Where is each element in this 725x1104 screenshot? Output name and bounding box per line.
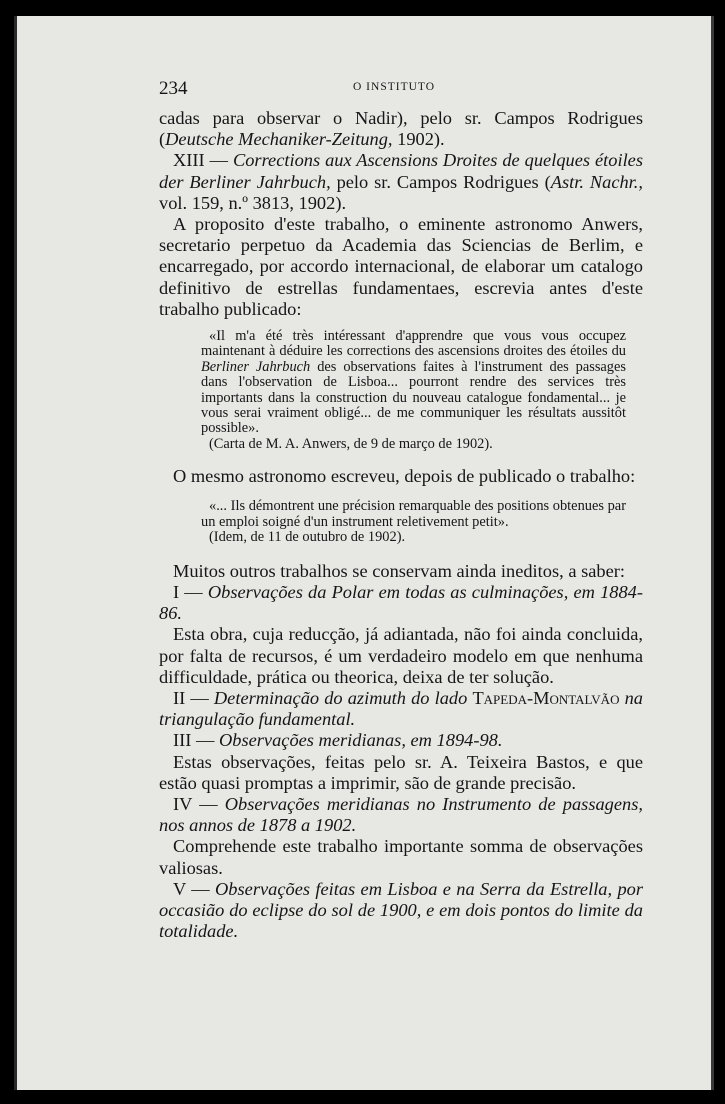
list-item-iv: IV — Observações meridianas no Instrumento de passagens, nos annos de 1878 a 1902. [159, 793, 643, 836]
paragraph-observations: Comprehende este trabalho importante somma de observações valiosas. [159, 836, 643, 878]
quote-text: «Il m'a été très intéressant d'apprendre que vous vous occupez maintenant à déduire les corrections des ascensions droites des étoiles du Berliner Jahrbuch des observations faites à l'instrument des passages dans l'observation de Lisboa... pourront rendre des services très importants dans la construction du nouveau catalogue fondamental... je vous serai vraiment obligé... de me communiquer les résultats aussitôt possible». [201, 328, 626, 437]
list-item-xiii: XIII — Corrections aux Ascensions Droites de quelques étoiles der Berliner Jahrbuch, pelo sr. Campos Rodrigues (Astr. Nachr., vol. 159, n.º 3813, 1902). [159, 150, 643, 213]
list-item-ii: II — Determinação do azimuth do lado Tapeda-Montalvão na triangulação fundamental. [159, 687, 643, 730]
body-text [159, 108, 643, 320]
body-text-2 [159, 466, 643, 487]
page-number: 234 [159, 78, 188, 99]
text-block [159, 78, 643, 942]
page-header [159, 78, 643, 108]
list-item-v: V — Observações feitas em Lisboa e na Serra da Estrella, por occasião do eclipse do sol de 1900, e em dois pontos do limite da totalidade. [159, 878, 643, 942]
paragraph-continuation: cadas para observar o Nadir), pelo sr. Campos Rodrigues (Deutsche Mechaniker-Zeitung, 1902). [159, 108, 643, 150]
paragraph-anwers: A proposito d'este trabalho, o eminente astronomo Anwers, secretario perpetuo da Academia das Sciencias de Berlim, e encarregado, por accordo internacional, de elaborar um catalogo definitivo de estrellas fundamentaes, escrevia antes d'este trabalho publicado: [159, 214, 643, 319]
paragraph-second-letter: O mesmo astronomo escreveu, depois de publicado o trabalho: [173, 466, 636, 487]
list-item-iii: III — Observações meridianas, em 1894-98. [173, 730, 503, 751]
paragraph-unpublished: Muitos outros trabalhos se conservam ainda ineditos, a saber: [173, 560, 625, 581]
quote-second [201, 499, 626, 545]
quote-text-2: «... Ils démontrent une précision remarquable des positions obtenues par un emploi soigné d'un instrument reletivement petit». [201, 498, 626, 530]
paragraph-bastos: Estas observações, feitas pelo sr. A. Teixeira Bastos, e que estão quasi promptas a imprimir, são de grande precisão. [159, 751, 643, 793]
body-text-3 [159, 561, 643, 943]
list-item-i: I — Observações da Polar em todas as culminações, em 1884-86. [159, 581, 643, 624]
book-page [14, 16, 714, 1090]
running-title: O INSTITUTO [353, 81, 436, 93]
quote-citation-2: (Idem, de 11 de outubro de 1902). [209, 529, 406, 546]
quote-citation: (Carta de M. A. Anwers, de 9 de março de 1902). [209, 435, 493, 452]
paragraph-reduction: Esta obra, cuja reducção, já adiantada, não foi ainda concluida, por falta de recursos, é um verdadeiro modelo em que nenhuma difficuldade, prática ou theorica, deixa de ter solução. [159, 624, 643, 687]
quote-anwers [201, 329, 626, 452]
